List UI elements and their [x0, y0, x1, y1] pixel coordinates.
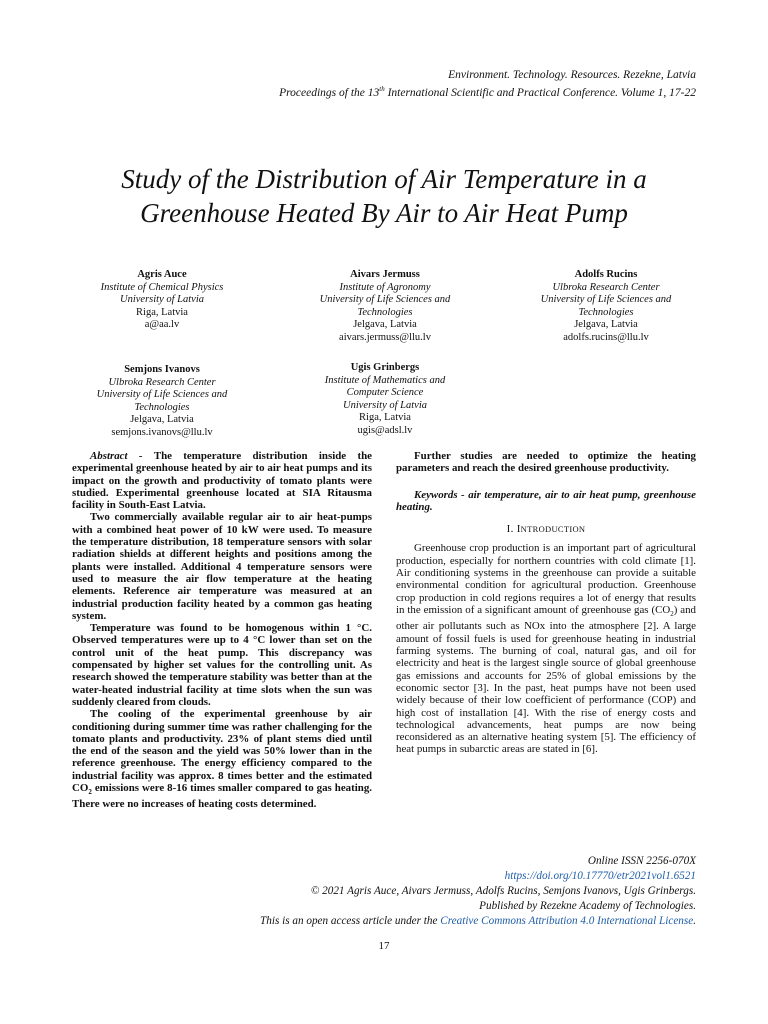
author-block: Adolfs Rucins Ulbroka Research Center University of Life Sciences and Technologies Jelgava, Latvia adolfs.rucins@llu.lv — [516, 269, 696, 345]
abstract-paragraph: Abstract - The temperature distribution inside the experimental greenhouse heated by air to air heat pumps and its impact on the growth and productivity of tomato plants were studied. Experimental greenhouse located at SIA Ritausma facility in South-East Latvia. — [72, 450, 372, 512]
keywords: Keywords - air temperature, air to air heat pump, greenhouse heating. — [396, 488, 696, 513]
page-number: 17 — [378, 940, 390, 952]
abstract-paragraph: The cooling of the experimental greenhouse by air conditioning during summer time was rather challenging for the tomato plants and productivity. 23% of plant stems died until the end of the season and the yield was 50% lower than in the reference greenhouse. The energy efficiency compared to the industrial facility was approx. 8 times better and the estimated $CO_2$ emissions were 8-16 times smaller compared to gas heating. There were no increases of heating costs determined. — [72, 708, 372, 811]
author-name: Ugis Grinbergs — [350, 362, 420, 373]
author-email[interactable]: a@aa.lv — [144, 319, 180, 331]
section-heading: I. INTRODUCTION — [506, 523, 586, 536]
footer — [260, 854, 696, 929]
author-name: Agris Auce — [137, 269, 187, 280]
paper-title: Study of the Distribution of Air Temperature in a Greenhouse Heated By Air to Air Heat Pump — [121, 164, 647, 228]
author-name: Aivars Jermuss — [350, 269, 420, 280]
doi-link[interactable]: https://doi.org/10.17770/etr2021vol1.6521 — [504, 870, 696, 882]
author-email[interactable]: semjons.ivanovs@llu.lv — [111, 426, 213, 438]
issn: Online ISSN 2256-070X — [587, 855, 696, 867]
author-email[interactable]: ugis@adsl.lv — [357, 424, 413, 436]
abstract-column — [72, 450, 372, 811]
abstract-paragraph: Further studies are needed to optimize the heating parameters and reach the desired greenhouse productivity. — [396, 450, 696, 475]
author-block: Ugis Grinbergs Institute of Mathematics and Computer Science University of Latvia Riga, Latvia ugis@adsl.lv — [295, 362, 475, 438]
right-column — [396, 450, 696, 756]
license: This is an open access article under the Creative Commons Attribution 4.0 International License. — [260, 915, 696, 927]
intro-paragraph: Greenhouse crop production is an important part of agricultural production, especially for northern countries with cold climate [1]. Air conditioning systems in the greenhouse can provide a suitable environmental condition for agricultural production. Greenhouse crop production in cold regions requires a lot of energy that results in the emission of a significant amount of greenhouse gas $(CO_2)$ and other air pollutants such as NOx into the atmosphere [2]. A large amount of fossil fuels is used for greenhouse heating in industrial farming systems. The burning of coal, natural gas, and oil for electricity and heat is the largest single source of global greenhouse gas emissions and accounts for 25% of global emissions by the economic sector [3]. In the past, heat pumps have not been used widely because of their low coefficient of performance (COP) and high cost of installation [4]. With the rise of energy costs and technological advancements, heat pumps are now being reconsidered as an alternative heating system [5]. The efficiency of heat pumps in subarctic areas are stated in [6]. — [396, 542, 696, 756]
author-name: Semjons Ivanovs — [124, 364, 200, 375]
author-block: Aivars Jermuss Institute of Agronomy University of Life Sciences and Technologies Jelgava, Latvia aivars.jermuss@llu.lv — [295, 269, 475, 345]
journal-header — [279, 68, 696, 100]
copyright: © 2021 Agris Auce, Aivars Jermuss, Adolfs Rucins, Semjons Ivanovs, Ugis Grinbergs. — [310, 885, 696, 897]
author-block: Semjons Ivanovs Ulbroka Research Center University of Life Sciences and Technologies Jelgava, Latvia semjons.ivanovs@llu.lv — [72, 364, 252, 440]
abstract-paragraph: Two commercially available regular air to air heat-pumps with a combined heat power of 10 kW were used. To measure the temperature distribution, 18 temperature sensors with solar radiation shields at different heights and positions among the plants were installed. Additional 4 temperature sensors were used to measure the air flow temperature at the heating elements. Reference air temperature was measured at an industrial production facility heated by a common gas heating system. — [72, 511, 372, 622]
author-name: Adolfs Rucins — [574, 269, 638, 280]
publisher: Published by Rezekne Academy of Technologies. — [479, 900, 696, 912]
journal-line: Environment. Technology. Resources. Rezekne, Latvia — [448, 69, 696, 81]
license-link[interactable]: Creative Commons Attribution 4.0 International License — [440, 915, 694, 927]
proceedings-line: Proceedings of the 13th International Scientific and Practical Conference. Volume 1, 17-22 — [279, 85, 696, 99]
author-email[interactable]: aivars.jermuss@llu.lv — [339, 331, 431, 343]
abstract-paragraph: Temperature was found to be homogenous within 1 °C. Observed temperatures were up to 4 °C lower than set on the control unit of the heat pump. This discrepancy was compensated by higher set values for the controlling unit. As research showed the temperature stability was better than at the water-heated industrial facility at time slots when the sun was suddenly cleared from clouds. — [72, 622, 372, 708]
author-block: Agris Auce Institute of Chemical Physics University of Latvia Riga, Latvia a@aa.lv — [72, 269, 252, 332]
author-email[interactable]: adolfs.rucins@llu.lv — [563, 331, 649, 343]
